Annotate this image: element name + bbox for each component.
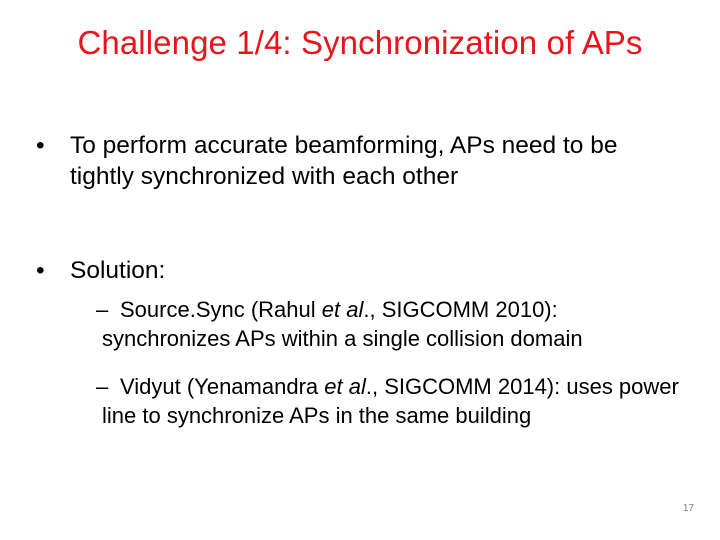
bullet-item — [36, 130, 686, 192]
sub-bullet-marker: – — [96, 374, 109, 399]
sub-bullet-item — [96, 372, 686, 430]
page-number: 17 — [682, 503, 694, 514]
bullet-item — [36, 255, 686, 286]
citation-text: Source.Sync (Rahul — [120, 297, 322, 322]
sub-bullet-text — [102, 295, 686, 353]
citation-text: ., SIGCOMM 2010): synchronizes APs within a single collision domain — [102, 297, 583, 351]
citation-italic: et al — [321, 297, 364, 322]
bullet-text: Solution: — [70, 257, 166, 284]
sub-bullet-text — [102, 372, 686, 430]
citation-text: Vidyut (Yenamandra — [120, 374, 325, 399]
citation-text: ., SIGCOMM 2014): uses power line to synchronize APs in the same building — [102, 374, 679, 428]
bullet-marker: • — [36, 132, 45, 159]
sub-bullet-item — [96, 295, 686, 353]
slide-title: Challenge 1/4: Synchronization of APs — [77, 24, 643, 61]
bullet-marker: • — [36, 257, 45, 284]
citation-italic: et al — [324, 374, 366, 399]
bullet-text: To perform accurate beamforming, APs need to be tightly synchronized with each other — [70, 132, 618, 190]
sub-bullet-marker: – — [96, 297, 109, 322]
